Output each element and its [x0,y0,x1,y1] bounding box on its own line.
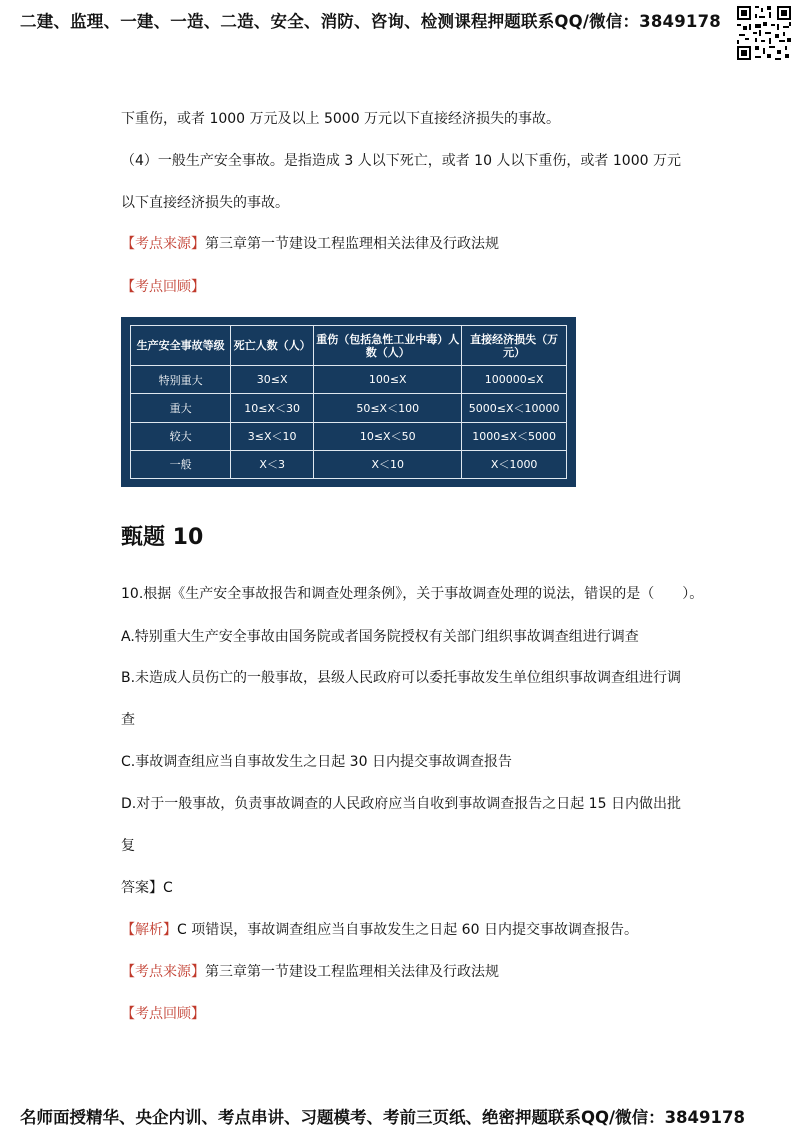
table-cell: 特别重大 [131,366,231,394]
table-cell: 100000≤X [462,366,567,394]
table-header-row [131,326,567,366]
source-line [121,234,499,254]
table-header-cell: 死亡人数（人） [231,326,314,366]
source-text: 第三章第一节建设工程监理相关法律及行政法规 [205,964,499,980]
table-cell: 30≤X [231,366,314,394]
qr-code-icon [735,4,793,62]
option-c: C.事故调查组应当自事故发生之日起 30 日内提交事故调查报告 [121,754,512,770]
source-tag: 【考点来源】 [121,236,205,252]
header-banner: 二建、监理、一建、一造、二造、安全、消防、咨询、检测课程押题联系QQ/微信：3849178 [20,12,721,31]
footer-banner: 名师面授精华、央企内训、考点串讲、习题模考、考前三页纸、绝密押题联系QQ/微信：3849178 [20,1108,745,1127]
accident-grade-table [121,317,576,487]
table-cell: 一般 [131,450,231,478]
source-text: 第三章第一节建设工程监理相关法律及行政法规 [205,236,499,252]
analysis-text: C 项错误，事故调查组应当自事故发生之日起 60 日内提交事故调查报告。 [177,922,638,938]
table-cell: 50≤X＜100 [314,394,462,422]
table-cell: 5000≤X＜10000 [462,394,567,422]
option-b: B.未造成人员伤亡的一般事故，县级人民政府可以委托事故发生单位组织事故调查组进行调 [121,670,682,686]
table-row [131,422,567,450]
option-b-continued: 查 [121,712,135,728]
table-cell: 10≤X＜50 [314,422,462,450]
table-row [131,366,567,394]
option-d-continued: 复 [121,838,135,854]
question-stem: 10.根据《生产安全事故报告和调查处理条例》，关于事故调查处理的说法，错误的是（ ）。 [121,586,704,602]
option-d: D.对于一般事故，负责事故调查的人民政府应当自收到事故调查报告之日起 15 日内做出批 [121,796,681,812]
review-tag: 【考点回顾】 [121,279,205,295]
source-tag: 【考点来源】 [121,964,205,980]
table-header-cell: 重伤（包括急性工业中毒）人数（人） [314,326,462,366]
table-cell: 10≤X＜30 [231,394,314,422]
table-cell: 较大 [131,422,231,450]
question-heading: 甄题 10 [121,525,204,550]
paragraph-line: 以下直接经济损失的事故。 [121,195,289,211]
table-cell: X＜1000 [462,450,567,478]
table-cell: X＜10 [314,450,462,478]
table-cell: X＜3 [231,450,314,478]
option-a: A.特别重大生产安全事故由国务院或者国务院授权有关部门组织事故调查组进行调查 [121,629,639,645]
table-row [131,394,567,422]
table-header-cell: 生产安全事故等级 [131,326,231,366]
analysis-tag: 【解析】 [121,922,177,938]
table-cell: 1000≤X＜5000 [462,422,567,450]
table-cell: 重大 [131,394,231,422]
table-cell: 100≤X [314,366,462,394]
answer-line: 答案】C [121,880,173,896]
table-cell: 3≤X＜10 [231,422,314,450]
paragraph-line: （4）一般生产安全事故。是指造成 3 人以下死亡，或者 10 人以下重伤，或者 1000 万元 [121,153,681,169]
table-row [131,450,567,478]
table-header-cell: 直接经济损失（万元） [462,326,567,366]
paragraph-line: 下重伤，或者 1000 万元及以上 5000 万元以下直接经济损失的事故。 [121,111,561,127]
review-tag: 【考点回顾】 [121,1006,205,1022]
analysis-line [121,920,638,940]
source-line [121,962,499,982]
